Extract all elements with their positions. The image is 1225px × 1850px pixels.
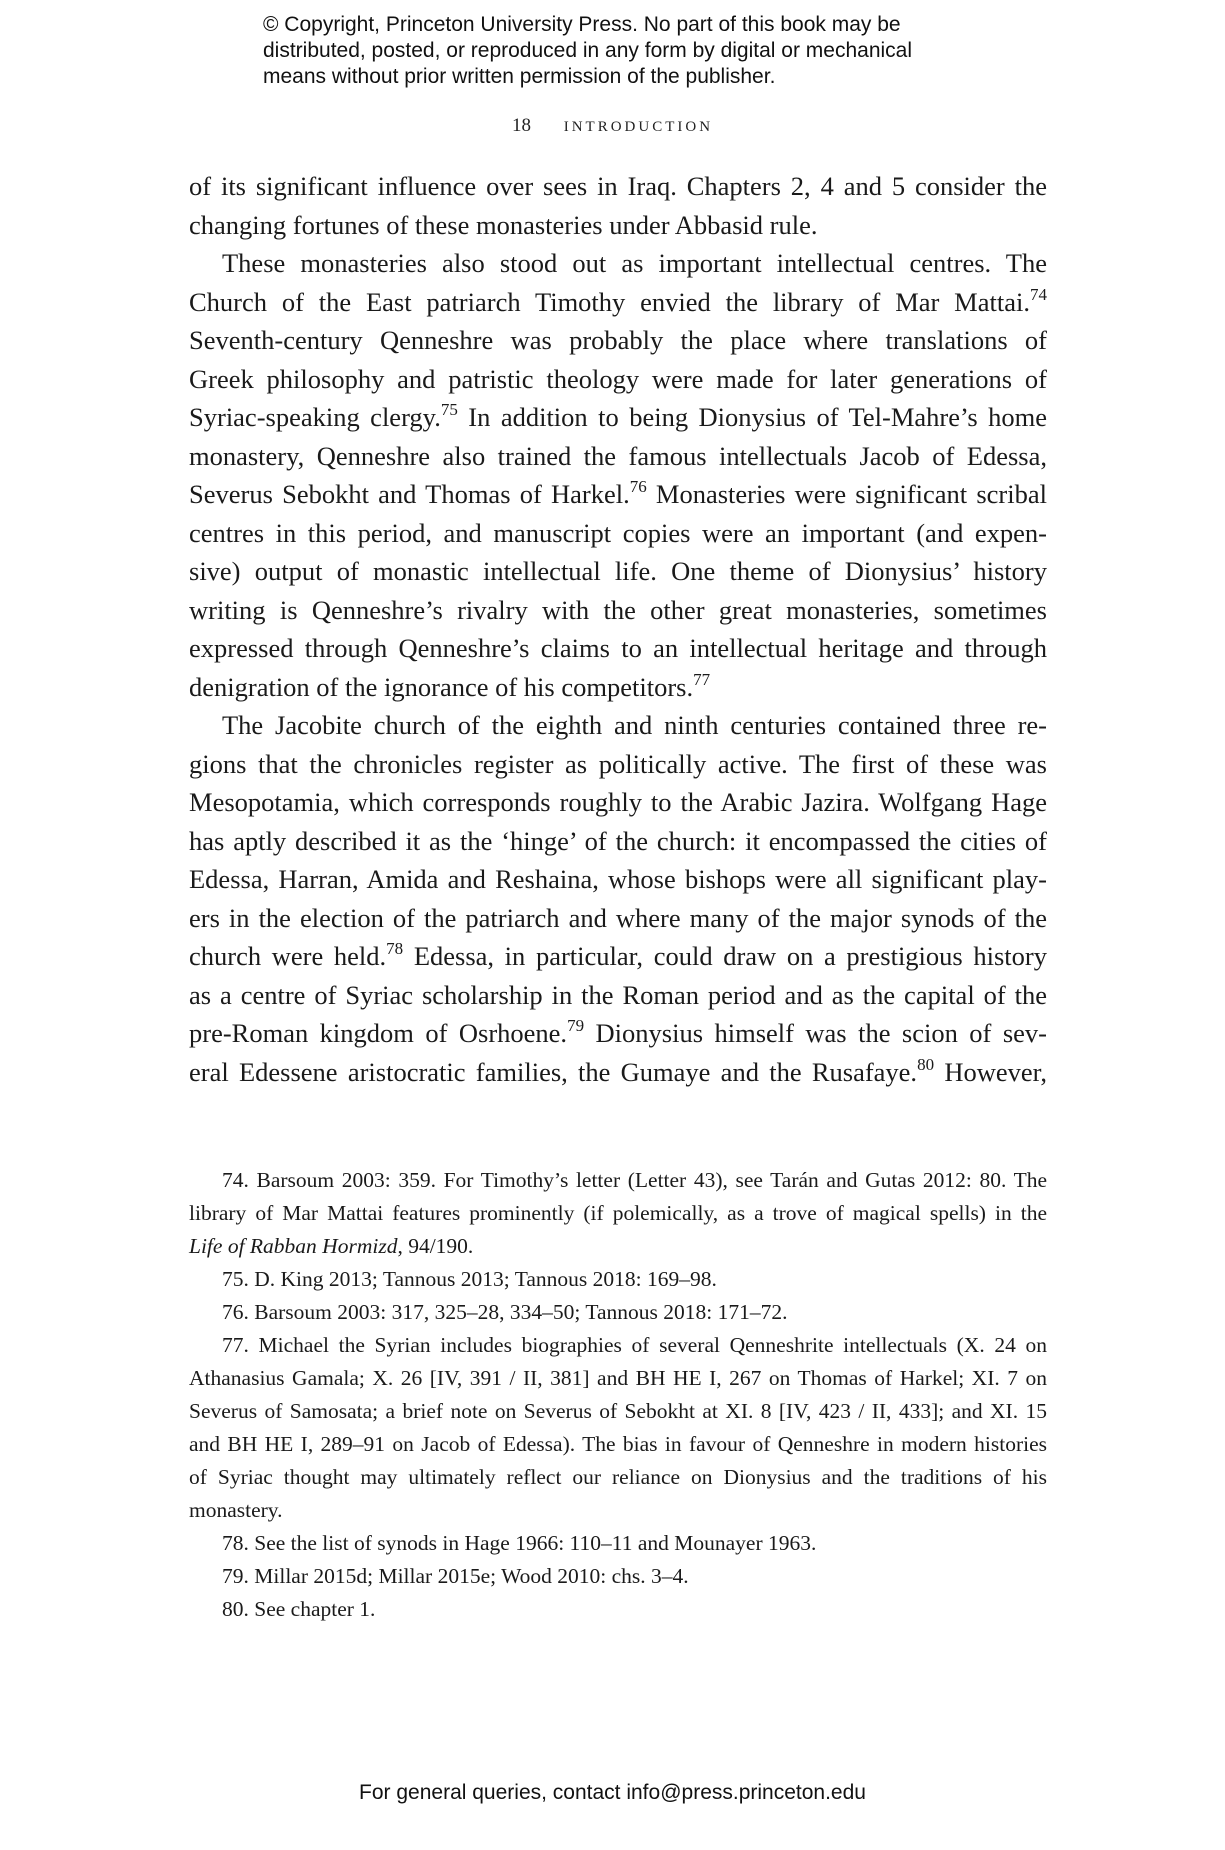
text-line: Edessa, Harran, Amida and Reshaina, whose bishops were all significant play- (189, 864, 1047, 894)
copyright-line: © Copyright, Princeton University Press. No part of this book may be (263, 13, 901, 36)
footnote-line: 74. Barsoum 2003: 359. For Timothy’s letter (Letter 43), see Tarán and Gutas 2012: 80. The (222, 1168, 1047, 1192)
footnote-line: 80. See chapter 1. (222, 1597, 376, 1621)
body-text (189, 167, 1047, 1091)
text-run: pre-Roman kingdom of Osrhoene. (189, 1018, 568, 1048)
footnote-line: 79. Millar 2015d; Millar 2015e; Wood 2010: chs. 3–4. (222, 1564, 689, 1588)
footnote-line: Athanasius Gamala; X. 26 [IV, 391 / II, 381] and BH HE I, 267 on Thomas of Harkel; XI. 7 on (189, 1366, 1047, 1390)
text-line: ers in the election of the patriarch and where many of the major synods of the (189, 902, 1047, 933)
text-line: Seventh-century Qenneshre was probably the place where translations of (189, 325, 1047, 355)
footnote-line: Severus of Samosata; a brief note on Severus of Sebokht at XI. 8 [IV, 423 / II, 433]; and XI. 15 (189, 1399, 1047, 1423)
text-line (189, 1014, 1047, 1053)
footnote-ref[interactable]: 75 (440, 400, 458, 419)
text-line (189, 283, 1047, 322)
footnote-line: 78. See the list of synods in Hage 1966: 110–11 and Mounayer 1963. (222, 1531, 817, 1555)
text-line: writing is Qenneshre’s rivalry with the other great monasteries, sometimes (189, 594, 1047, 625)
footnote-line: 75. D. King 2013; Tannous 2013; Tannous 2018: 169–98. (222, 1267, 717, 1291)
footnote-line: of Syriac thought may ultimately reflect our reliance on Dionysius and the traditions of his (189, 1465, 1047, 1489)
text-line: has aptly described it as the ‘hinge’ of the church: it encompassed the cities of (189, 825, 1047, 856)
text-line: changing fortunes of these monasteries under Abbasid rule. (189, 209, 818, 240)
text-run: , 94/190. (397, 1234, 474, 1258)
text-run: Severus Sebokht and Thomas of Harkel. (189, 479, 630, 509)
footnote-line: 77. Michael the Syrian includes biographies of several Qenneshrite intellectuals (X. 24 on (222, 1333, 1047, 1357)
book-title: Life of Rabban Hormizd (189, 1234, 398, 1258)
footnotes (189, 1164, 1047, 1626)
text-line (189, 398, 1047, 437)
text-line: The Jacobite church of the eighth and ninth centuries contained three re- (222, 710, 1047, 740)
text-line: Mesopotamia, which corresponds roughly to the Arabic Jazira. Wolfgang Hage (189, 787, 1047, 817)
section-title: introduction (563, 112, 714, 136)
text-line (189, 937, 1047, 976)
footnote-line: monastery. (189, 1498, 283, 1522)
text-line (189, 668, 1047, 707)
text-run: In addition to being Dionysius of Tel-Mahre’s home (457, 402, 1047, 432)
text-line (189, 1053, 1047, 1092)
text-run: Monasteries were significant scribal (646, 479, 1047, 509)
text-line: expressed through Qenneshre’s claims to an intellectual heritage and through (189, 633, 1047, 663)
text-line: as a centre of Syriac scholarship in the Roman period and as the capital of the (189, 979, 1047, 1010)
text-line: sive) output of monastic intellectual life. One theme of Dionysius’ history (189, 556, 1047, 586)
footnote-line: 76. Barsoum 2003: 317, 325–28, 334–50; Tannous 2018: 171–72. (222, 1300, 788, 1324)
footnote-line: library of Mar Mattai features prominently (if polemically, as a trove of magical spells) in the (189, 1201, 1047, 1225)
footnote-ref[interactable]: 80 (917, 1054, 935, 1074)
text-run: However, (934, 1056, 1048, 1087)
text-run: Church of the East patriarch Timothy envied the library of Mar Mattai. (189, 286, 1030, 317)
text-line (189, 475, 1047, 514)
text-run: denigration of the ignorance of his competitors. (189, 671, 694, 702)
text-line: centres in this period, and manuscript copies were an important (and expen- (189, 517, 1047, 548)
footnote-ref[interactable]: 77 (693, 669, 711, 689)
footnote-line (189, 1230, 1047, 1263)
text-run: church were held. (189, 941, 387, 971)
text-line: monastery, Qenneshre also trained the famous intellectuals Jacob of Edessa, (189, 440, 1047, 471)
footnote-ref[interactable]: 79 (567, 1016, 585, 1035)
text-run: Edessa, in particular, could draw on a prestigious history (403, 941, 1047, 971)
text-line: of its significant influence over sees in Iraq. Chapters 2, 4 and 5 consider the (189, 171, 1047, 201)
text-run: eral Edessene aristocratic families, the Gumaye and the Rusafaye. (189, 1056, 918, 1087)
text-run: Dionysius himself was the scion of sev- (584, 1018, 1047, 1048)
footnote-ref[interactable]: 74 (1030, 284, 1047, 304)
footer-contact: For general queries, contact info@press.princeton.edu (359, 1781, 866, 1804)
copyright-line: distributed, posted, or reproduced in any form by digital or mechanical (263, 39, 913, 62)
text-line: These monasteries also stood out as important intellectual centres. The (222, 248, 1047, 278)
running-head (0, 112, 1225, 137)
footnote-ref[interactable]: 78 (386, 939, 404, 958)
footnote-line: and BH HE I, 289–91 on Jacob of Edessa). The bias in favour of Qenneshre in modern histories (189, 1432, 1047, 1456)
text-run: Syriac-speaking clergy. (189, 402, 441, 432)
copyright-line: means without prior written permission of the publisher. (263, 65, 776, 88)
footnote-ref[interactable]: 76 (629, 477, 647, 496)
copyright-notice (263, 12, 1023, 90)
text-line: gions that the chronicles register as politically active. The first of these was (189, 748, 1047, 779)
text-line: Greek philosophy and patristic theology were made for later generations of (189, 363, 1047, 394)
page-number: 18 (511, 115, 531, 136)
